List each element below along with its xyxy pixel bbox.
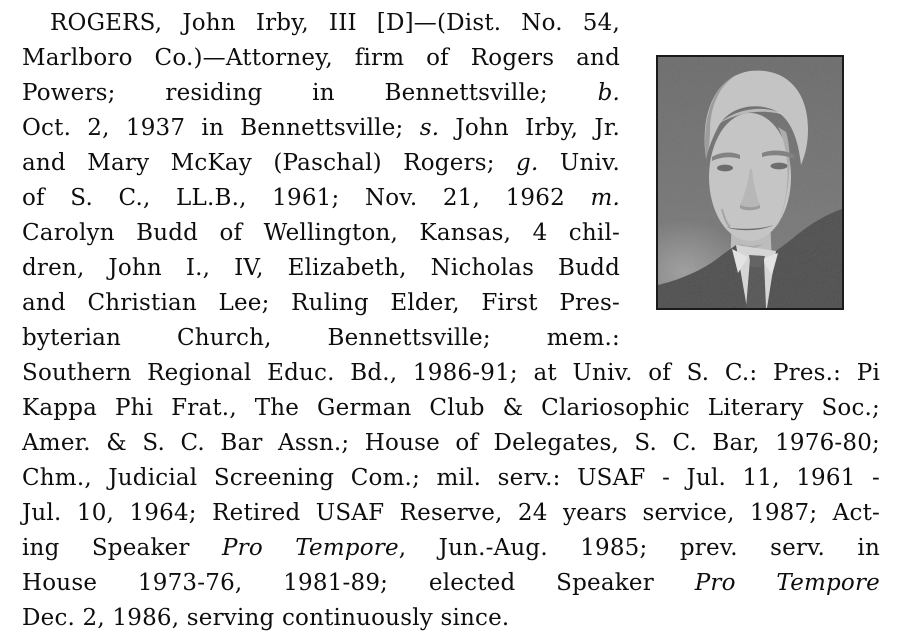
text-segment-italic: g. xyxy=(516,150,539,176)
text-line xyxy=(22,181,620,216)
text-segment: and Christian Lee; Ruling Elder, First Pres- xyxy=(22,290,620,316)
text-segment: Powers; residing in Bennettsville; xyxy=(22,80,598,106)
text-line xyxy=(22,601,880,636)
text-segment: and Mary McKay (Paschal) Rogers; xyxy=(22,150,517,176)
portrait-photo xyxy=(656,55,844,310)
text-segment: John Irby, Jr. xyxy=(439,115,620,141)
text-line xyxy=(22,286,620,321)
text-segment: Kappa Phi Frat., The German Club & Clariosophic Literary Soc.; xyxy=(22,395,880,421)
text-line xyxy=(22,111,620,146)
text-line xyxy=(22,391,880,426)
photo-grain-overlay xyxy=(658,57,842,308)
text-segment-italic: Pro Tempore xyxy=(221,535,399,561)
text-segment-italic: m. xyxy=(590,185,620,211)
text-segment: Carolyn Budd of Wellington, Kansas, 4 chil- xyxy=(22,220,620,246)
text-segment: ing Speaker xyxy=(22,535,222,561)
text-segment: byterian Church, Bennettsville; mem.: xyxy=(22,325,620,351)
text-segment-italic: b. xyxy=(597,80,620,106)
text-segment: Univ. xyxy=(538,150,620,176)
text-line xyxy=(22,496,880,531)
text-line xyxy=(22,426,880,461)
text-line xyxy=(22,251,620,286)
text-line xyxy=(22,146,620,181)
text-segment: House 1973-76, 1981-89; elected Speaker xyxy=(22,570,695,596)
text-line xyxy=(22,321,620,356)
text-segment: Marlboro Co.)—Attorney, firm of Rogers and xyxy=(22,45,620,71)
text-line xyxy=(22,356,880,391)
text-line xyxy=(22,566,880,601)
text-segment: of S. C., LL.B., 1961; Nov. 21, 1962 xyxy=(22,185,591,211)
portrait-illustration xyxy=(658,57,842,308)
text-segment: Chm., Judicial Screening Com.; mil. serv.: USAF - Jul. 11, 1961 - xyxy=(22,465,880,491)
text-segment: Amer. & S. C. Bar Assn.; House of Delegates, S. C. Bar, 1976-80; xyxy=(22,430,880,456)
text-segment: Jul. 10, 1964; Retired USAF Reserve, 24 years service, 1987; Act- xyxy=(22,500,880,526)
text-segment: Dec. 2, 1986, serving continuously since. xyxy=(22,605,510,631)
text-line xyxy=(22,531,880,566)
text-segment: dren, John I., IV, Elizabeth, Nicholas Budd xyxy=(22,255,620,281)
text-segment-italic: s. xyxy=(419,115,440,141)
text-segment: , Jun.-Aug. 1985; prev. serv. in xyxy=(398,535,880,561)
text-line xyxy=(22,76,620,111)
text-line xyxy=(22,216,620,251)
text-segment: Oct. 2, 1937 in Bennettsville; xyxy=(22,115,420,141)
text-line xyxy=(22,461,880,496)
text-segment: Southern Regional Educ. Bd., 1986-91; at Univ. of S. C.: Pres.: Pi xyxy=(22,360,880,386)
text-segment: ROGERS, John Irby, III [D]—(Dist. No. 54, xyxy=(50,10,620,36)
text-line xyxy=(22,41,620,76)
text-line xyxy=(22,6,620,41)
text-segment-italic: Pro Tempore xyxy=(694,570,880,596)
